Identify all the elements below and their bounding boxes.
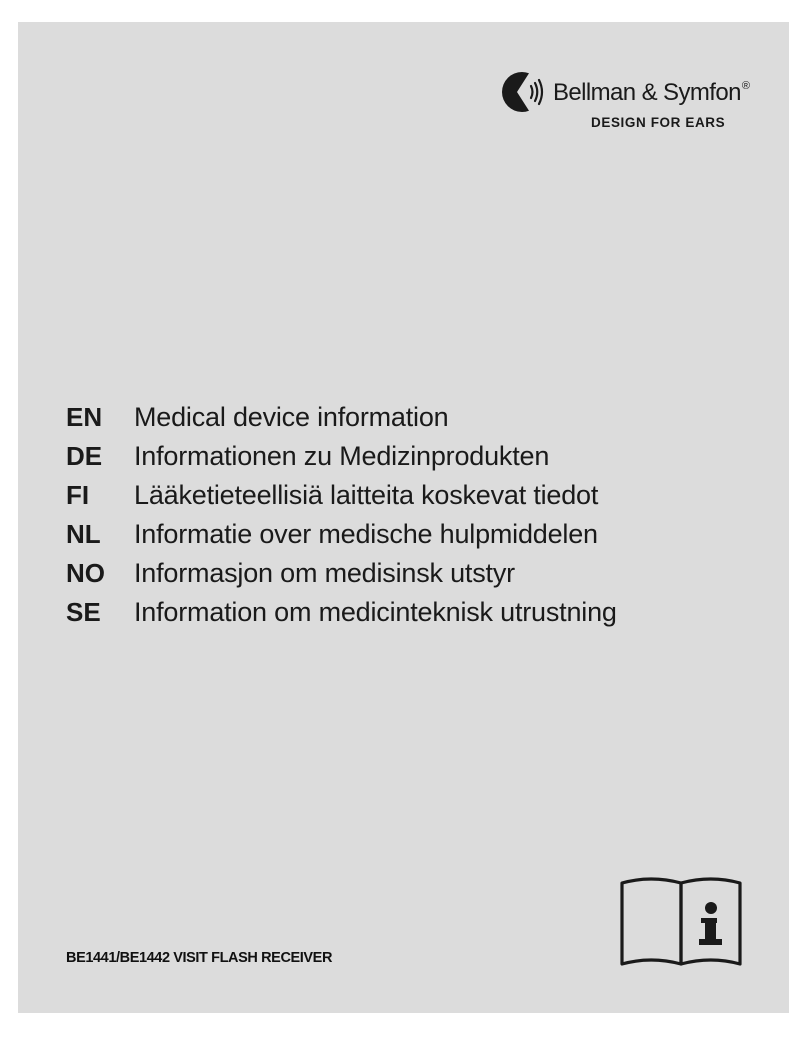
language-title: Lääketieteellisiä laitteita koskevat tiedot bbox=[134, 480, 599, 510]
book-info-icon bbox=[619, 876, 743, 966]
brand-logo bbox=[498, 68, 768, 138]
language-code: SE bbox=[66, 597, 101, 627]
title-row-de bbox=[66, 441, 766, 480]
title-row-se bbox=[66, 597, 766, 636]
language-title: Information om medicinteknisk utrustning bbox=[134, 597, 617, 627]
title-row-no bbox=[66, 558, 766, 597]
language-code: NO bbox=[66, 558, 105, 588]
product-name: BE1441/BE1442 VISIT FLASH RECEIVER bbox=[66, 950, 333, 966]
language-code: NL bbox=[66, 519, 101, 549]
ear-sound-icon bbox=[498, 68, 546, 116]
language-code: FI bbox=[66, 480, 90, 510]
language-title: Informatie over medische hulpmiddelen bbox=[134, 519, 598, 549]
language-title: Medical device information bbox=[134, 402, 449, 432]
cover-page bbox=[18, 22, 789, 1013]
language-title: Informationen zu Medizinprodukten bbox=[134, 441, 550, 471]
title-row-nl bbox=[66, 519, 766, 558]
registered-mark: ® bbox=[741, 80, 750, 92]
brand-name bbox=[553, 79, 749, 107]
language-code: EN bbox=[66, 402, 103, 432]
brand-name-text: Bellman & Symfon bbox=[553, 79, 741, 106]
brand-tagline: DESIGN FOR EARS bbox=[591, 115, 726, 130]
language-title: Informasjon om medisinsk utstyr bbox=[134, 558, 515, 588]
language-code: DE bbox=[66, 441, 103, 471]
language-title-list bbox=[66, 402, 766, 636]
title-row-fi bbox=[66, 480, 766, 519]
title-row-en bbox=[66, 402, 766, 441]
